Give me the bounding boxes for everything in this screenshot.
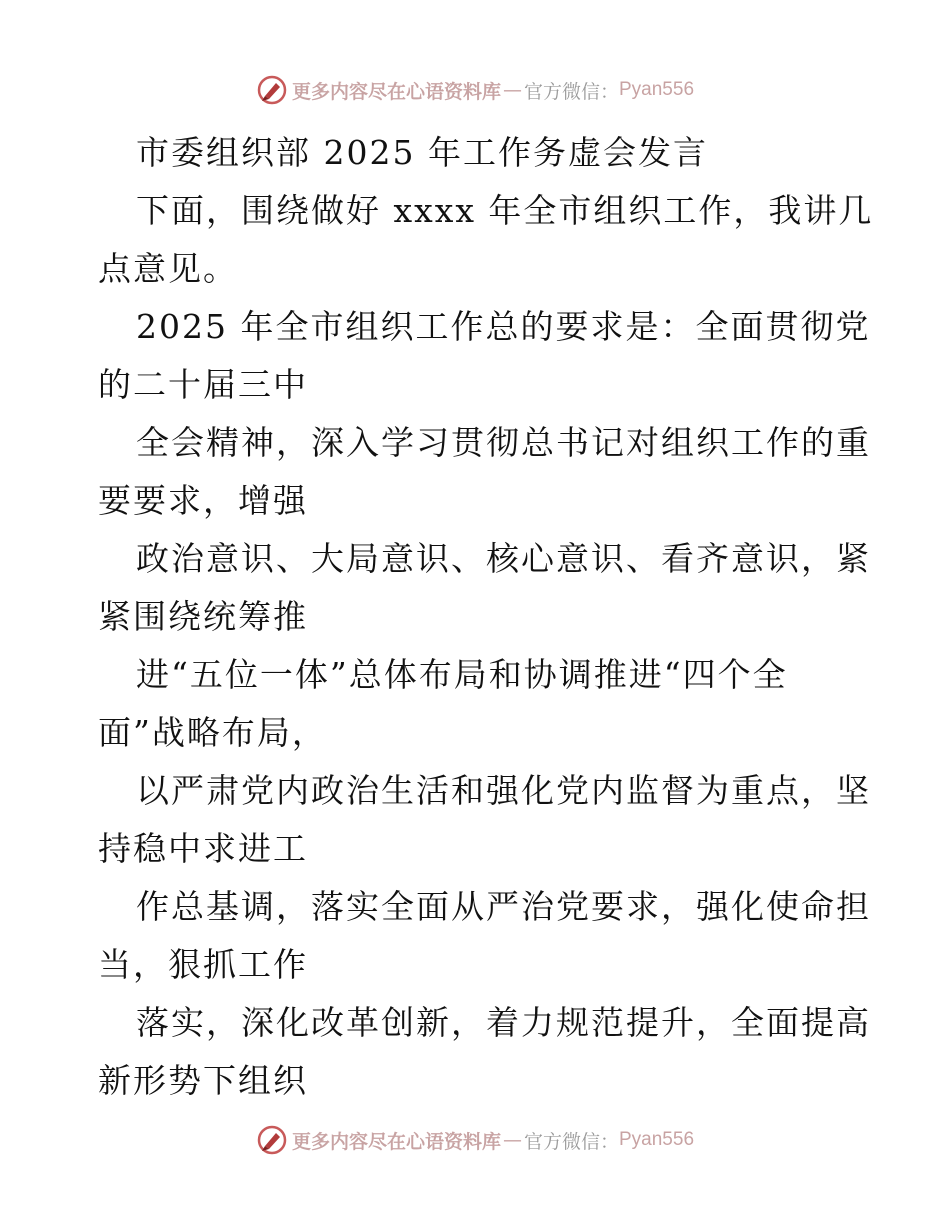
paragraph-line: 进“五位一体”总体布局和协调推进“四个全: [136, 655, 788, 694]
paragraph-line: 紧围绕统筹推: [98, 597, 308, 636]
watermark-wechat-label: 官方微信：: [523, 80, 619, 103]
paragraph-line: 的二十届三中: [98, 365, 308, 404]
watermark-wechat-label: 官方微信：: [523, 1130, 619, 1153]
paragraph-line: 持稳中求进工: [98, 829, 308, 868]
paragraph-line: 点意见。: [98, 249, 238, 288]
pen-nib-logo-icon: [256, 1124, 288, 1156]
watermark-wechat-id: Pyan556: [619, 1129, 695, 1150]
paragraph-line: 面”战略布局，: [98, 713, 327, 752]
pen-nib-logo-icon: [256, 74, 288, 106]
paragraph-line: 2025 年全市组织工作总的要求是：全面贯彻党: [136, 307, 871, 346]
paragraph-line: 要要求，增强: [98, 481, 308, 520]
paragraph-line: 当，狠抓工作: [98, 945, 308, 984]
paragraph-line: 以严肃党内政治生活和强化党内监督为重点，坚: [136, 771, 871, 810]
paragraph-line: 作总基调，落实全面从严治党要求，强化使命担: [136, 887, 871, 926]
paragraph-line: 全会精神，深入学习贯彻总书记对组织工作的重: [136, 423, 871, 462]
paragraph-line: 政治意识、大局意识、核心意识、看齐意识，紧: [136, 539, 871, 578]
watermark-dash: —: [502, 1129, 522, 1151]
paragraph-line: 下面，围绕做好 xxxx 年全市组织工作，我讲几: [136, 191, 874, 230]
watermark-dash: —: [502, 79, 522, 101]
watermark-site-text: 更多内容尽在心语资料库: [291, 80, 501, 103]
document-title: 市委组织部 2025 年工作务虚会发言: [136, 133, 708, 172]
paragraph-line: 落实，深化改革创新，着力规范提升，全面提高: [136, 1003, 871, 1042]
header-watermark: [0, 70, 950, 110]
document-body: [98, 124, 874, 1110]
paragraph-line: 新形势下组织: [98, 1061, 308, 1100]
watermark-site-text: 更多内容尽在心语资料库: [291, 1130, 501, 1153]
footer-watermark: [0, 1120, 950, 1160]
watermark-wechat-id: Pyan556: [619, 79, 695, 100]
